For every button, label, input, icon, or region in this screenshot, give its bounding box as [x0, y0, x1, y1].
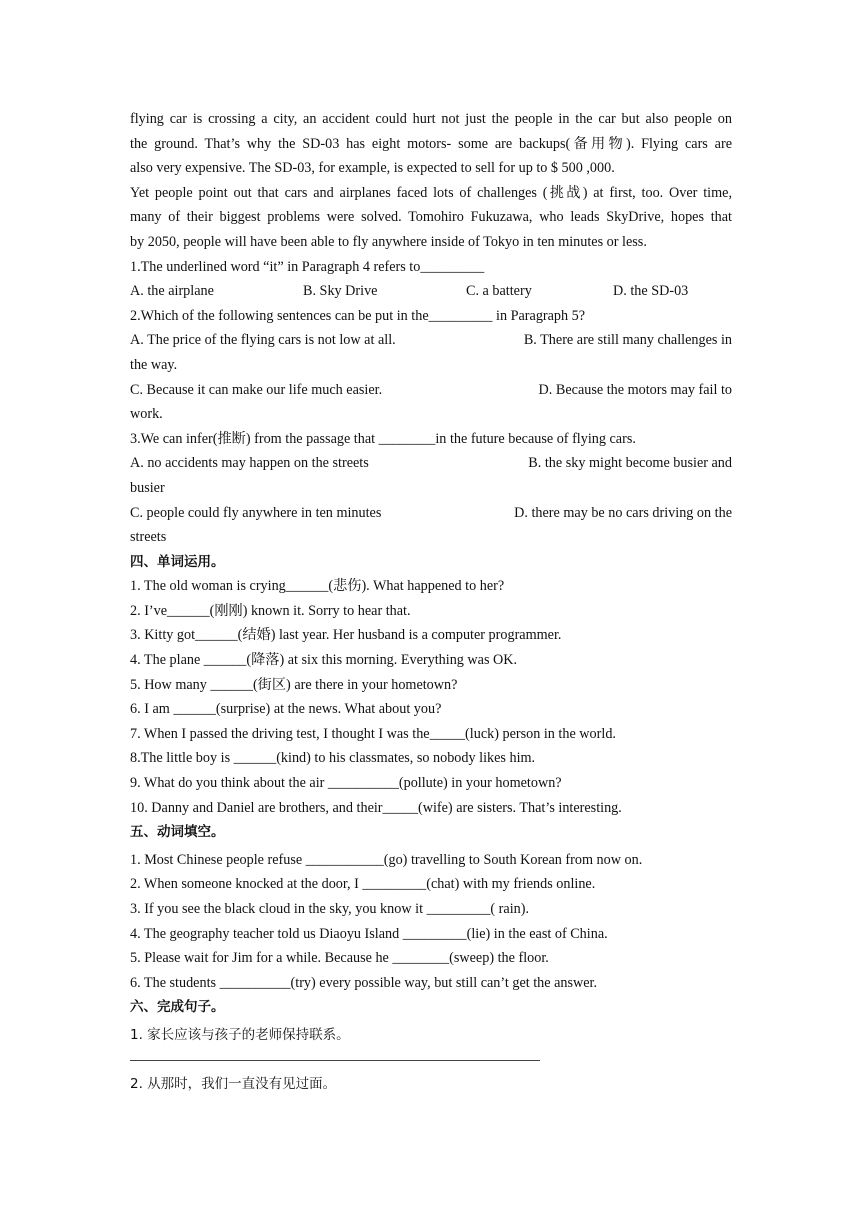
- options-row: [130, 501, 732, 526]
- passage-line: by 2050, people will have been able to fly anywhere inside of Tokyo in ten minutes or less.: [130, 233, 647, 250]
- passage-line: flying car is crossing a city, an accident could hurt not just the people in the car but also people on: [130, 111, 732, 127]
- exercise-item: 6. The students __________(try) every possible way, but still can’t get the answer.: [130, 974, 598, 991]
- passage-line: Yet people point out that cars and airplanes faced lots of challenges (挑战) at first, too. Over time,: [130, 184, 732, 201]
- option-continuation: work.: [130, 406, 163, 423]
- question-stem: 2.Which of the following sentences can be put in the_________ in Paragraph 5?: [130, 307, 586, 324]
- exercise-item: 6. I am ______(surprise) at the news. What about you?: [130, 701, 442, 718]
- exercise-item: 5. Please wait for Jim for a while. Because he ________(sweep) the floor.: [130, 950, 549, 967]
- section-verb-fill: [130, 820, 732, 995]
- question-1: [130, 255, 732, 304]
- exercise-item: 2. I’ve______(刚刚) known it. Sorry to hear that.: [130, 602, 411, 619]
- exercise-item: 9. What do you think about the air __________(pollute) in your hometown?: [130, 775, 562, 792]
- exercise-item: 1. Most Chinese people refuse ___________(go) travelling to South Korean from now on.: [130, 851, 643, 868]
- question-stem: 1.The underlined word “it” in Paragraph 4 refers to_________: [130, 258, 485, 275]
- option-continuation: busier: [130, 479, 165, 496]
- option-c: C. Because it can make our life much easier.: [130, 381, 383, 398]
- exercise-item: 4. The geography teacher told us Diaoyu Island _________(lie) in the east of China.: [130, 925, 608, 942]
- section-complete-sentences: [130, 995, 732, 1096]
- exercise-item: 3. If you see the black cloud in the sky, you know it _________( rain).: [130, 901, 530, 917]
- document-content: [130, 107, 732, 1096]
- question-2: [130, 304, 732, 427]
- option-a: A. the airplane: [130, 283, 214, 300]
- passage-line: the ground. That’s why the SD-03 has eight motors- some are backups(备用物). Flying cars are: [130, 135, 732, 152]
- options-row: [130, 328, 732, 353]
- exercise-item: 7. When I passed the driving test, I thought I was the_____(luck) person in the world.: [130, 725, 616, 742]
- exercise-item: 5. How many ______(街区) are there in your hometown?: [130, 676, 458, 693]
- question-3: [130, 427, 732, 550]
- options-row: [130, 451, 732, 476]
- option-a: A. no accidents may happen on the streets: [130, 455, 369, 472]
- exercise-item: 3. Kitty got______(结婚) last year. Her husband is a computer programmer.: [130, 627, 562, 644]
- option-b: B. Sky Drive: [303, 283, 378, 300]
- section-heading: 五、动词填空。: [130, 824, 225, 841]
- option-a: A. The price of the flying cars is not low at all.: [130, 332, 396, 349]
- passage-line: also very expensive. The SD-03, for example, is expected to sell for up to $ 500 ,000.: [130, 160, 615, 177]
- option-c: C. people could fly anywhere in ten minutes: [130, 504, 382, 521]
- option-d: D. there may be no cars driving on the: [514, 504, 732, 521]
- answer-blank-line[interactable]: [130, 1048, 732, 1072]
- passage-line: many of their biggest problems were solved. Tomohiro Fukuzawa, who leads SkyDrive, hopes that: [130, 209, 732, 226]
- exercise-item: 10. Danny and Daniel are brothers, and their_____(wife) are sisters. That’s interesting.: [130, 799, 622, 816]
- section-heading: 六、完成句子。: [130, 999, 225, 1016]
- exercise-item: 8.The little boy is ______(kind) to his classmates, so nobody likes him.: [130, 750, 536, 767]
- option-b: B. There are still many challenges in: [523, 332, 732, 349]
- option-continuation: the way.: [130, 356, 178, 373]
- exercise-item: 2. 从那时，我们一直没有见过面。: [130, 1075, 337, 1092]
- option-d: D. Because the motors may fail to: [538, 381, 732, 398]
- option-continuation: streets: [130, 529, 167, 546]
- question-options: [130, 279, 732, 304]
- option-b: B. the sky might become busier and: [528, 455, 732, 472]
- exercise-item: 2. When someone knocked at the door, I _________(chat) with my friends online.: [130, 876, 596, 893]
- option-d: D. the SD-03: [613, 283, 689, 300]
- options-row: [130, 378, 732, 403]
- exercise-item: 4. The plane ______(降落) at six this morning. Everything was OK.: [130, 652, 518, 669]
- passage: [130, 107, 732, 255]
- exercise-item: 1. The old woman is crying______(悲伤). What happened to her?: [130, 578, 505, 595]
- question-stem: 3.We can infer(推断) from the passage that ________in the future because of flying cars.: [130, 430, 636, 447]
- section-word-usage: [130, 550, 732, 821]
- section-heading: 四、单词运用。: [130, 553, 225, 570]
- exercise-item: 1. 家长应该与孩子的老师保持联系。: [130, 1026, 350, 1043]
- option-c: C. a battery: [466, 283, 532, 300]
